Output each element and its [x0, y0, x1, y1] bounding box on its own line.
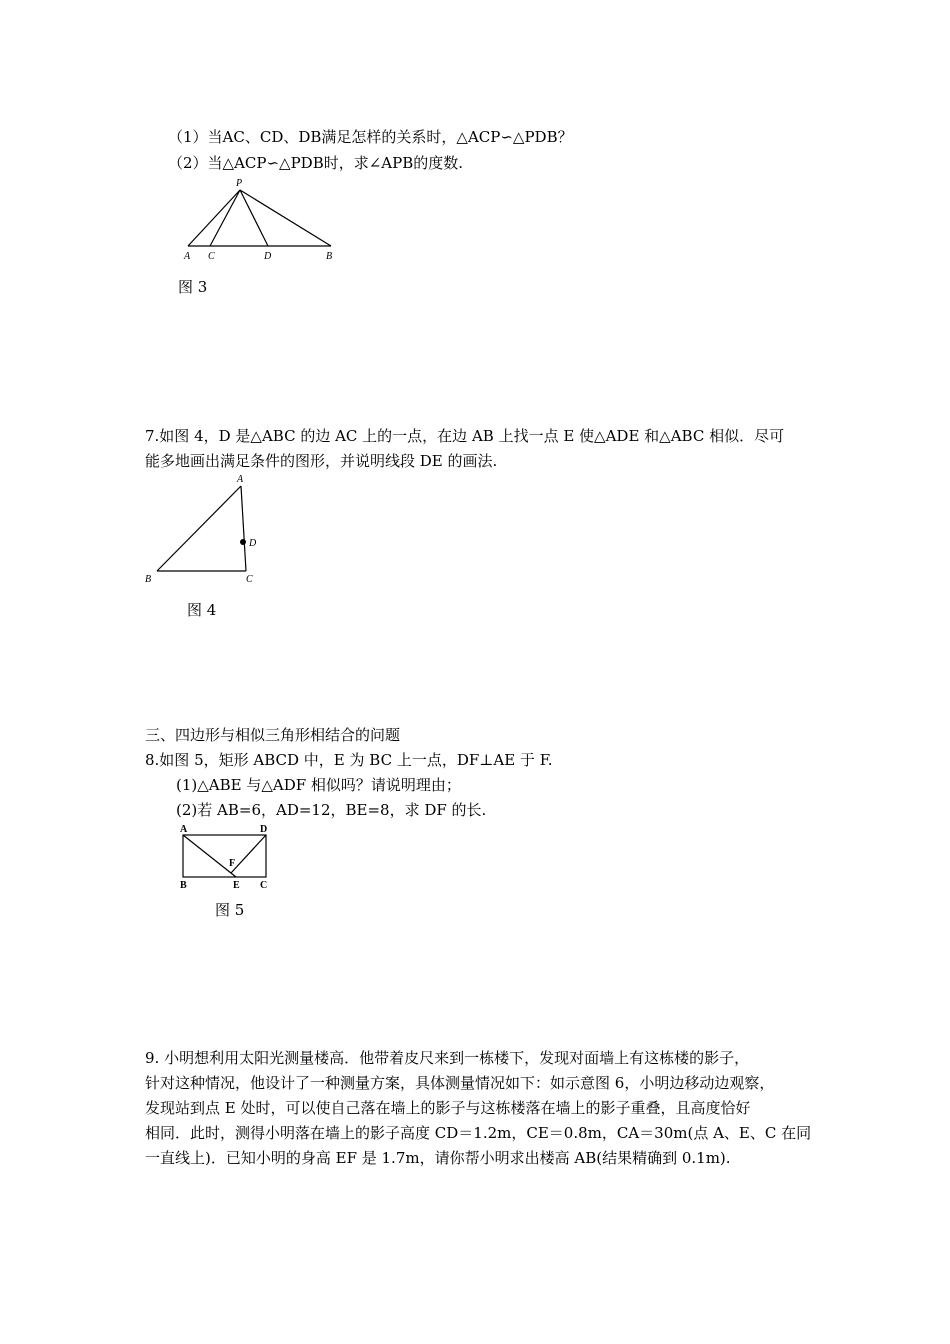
point-label-A: A	[184, 251, 191, 262]
point-label-B: B	[326, 251, 333, 262]
problem9-line-5: 一直线上)．已知小明的身高 EF 是 1.7m，请你帮小明求出楼高 AB(结果精确到 0.1m).	[145, 1149, 731, 1167]
segment-AE	[183, 835, 236, 877]
figure-5-caption: 图 5	[215, 901, 245, 919]
point-label-D: D	[264, 251, 272, 262]
point-label-E: E	[233, 880, 240, 891]
problem9-line-4: 相同．此时，测得小明落在墙上的影子高度 CD＝1.2m，CE＝0.8m，CA＝30m(点 A、E、C 在同	[145, 1124, 812, 1142]
point-label-A: A	[180, 824, 188, 835]
point-D-dot	[240, 539, 246, 545]
point-label-A: A	[237, 474, 244, 485]
point-label-P: P	[236, 178, 243, 189]
rectangle-ABCD	[183, 835, 266, 877]
problem8-question-2: (2)若 AB=6，AD=12，BE=8，求 DF 的长.	[176, 801, 487, 819]
figure-4-diagram	[140, 470, 270, 590]
point-label-D: D	[260, 824, 268, 835]
segment-AC	[241, 486, 246, 571]
problem9-line-3: 发现站到点 E 处时，可以使自己落在墙上的影子与这栋楼落在墙上的影子重叠，且高度恰好	[145, 1099, 751, 1117]
problem9-line-2: 针对这种情况，他设计了一种测量方案，具体测量情况如下：如示意图 6，小明边移动边观察，	[145, 1074, 775, 1092]
point-label-F: F	[229, 858, 236, 869]
figure-5-diagram	[172, 820, 282, 892]
point-label-C: C	[246, 574, 253, 585]
segment-DF	[231, 835, 266, 873]
problem8-question-1: (1)△ABE 与△ADF 相似吗？请说明理由；	[176, 776, 461, 794]
figure-4-caption: 图 4	[187, 601, 217, 619]
problem9-line-1: 9. 小明想利用太阳光测量楼高．他带着皮尺来到一栋楼下，发现对面墙上有这栋楼的影子，	[145, 1049, 750, 1067]
point-label-C: C	[260, 880, 268, 891]
problem6-question-2: （2）当△ACP∽△PDB时，求∠APB的度数.	[168, 154, 464, 172]
section-3-title: 三、四边形与相似三角形相结合的问题	[145, 726, 401, 744]
problem7-line-1: 7.如图 4，D 是△ABC 的边 AC 上的一点，在边 AB 上找一点 E 使△ADE 和△ABC 相似．尽可	[145, 427, 785, 445]
point-label-B: B	[145, 574, 152, 585]
figure-3-caption: 图 3	[178, 278, 208, 296]
problem8-stem: 8.如图 5，矩形 ABCD 中，E 为 BC 上一点，DF⊥AE 于 F.	[145, 751, 553, 769]
point-label-D: D	[249, 538, 257, 549]
problem7-line-2: 能多地画出满足条件的图形，并说明线段 DE 的画法.	[145, 452, 498, 470]
figure-3-diagram	[178, 176, 343, 266]
segment-AB	[157, 486, 241, 571]
problem6-question-1: （1）当AC、CD、DB满足怎样的关系时，△ACP∽△PDB？	[168, 128, 573, 146]
point-label-C: C	[208, 251, 215, 262]
point-label-B: B	[180, 880, 187, 891]
